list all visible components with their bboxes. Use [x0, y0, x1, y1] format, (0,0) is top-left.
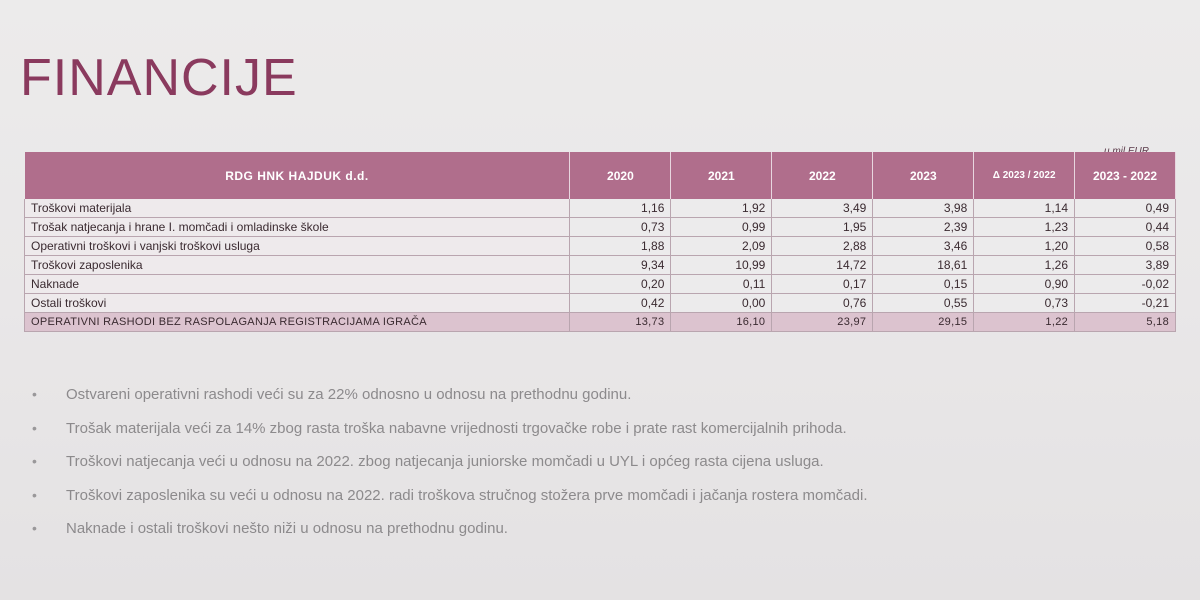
cell-value: 0,99 [671, 218, 772, 237]
cell-value: 0,42 [570, 294, 671, 313]
bullet-icon: • [32, 419, 37, 436]
table-header-row [25, 152, 1176, 199]
cell-value: 0,15 [873, 275, 974, 294]
cell-value: 2,39 [873, 218, 974, 237]
cell-value: 0,76 [772, 294, 873, 313]
cell-value: 0,49 [1075, 199, 1176, 218]
header-2020: 2020 [570, 152, 671, 199]
cell-value: 1,92 [671, 199, 772, 218]
bullet-icon: • [32, 386, 37, 402]
cell-value: 0,55 [873, 294, 974, 313]
total-value: 16,10 [671, 313, 772, 332]
total-value: 23,97 [772, 313, 873, 332]
table-row [25, 275, 1176, 294]
total-value: 13,73 [570, 313, 671, 332]
cell-value: 0,44 [1075, 218, 1176, 237]
bullet-icon: • [32, 520, 37, 536]
header-2021: 2021 [671, 152, 772, 199]
header-2022: 2022 [772, 152, 873, 199]
table-row [25, 199, 1176, 218]
note-text: Troškovi zaposlenika su veći u odnosu na 2022. radi troškova stručnog stožera prve momčadi i jačanja rostera momčadi. [66, 486, 868, 504]
list-item [32, 420, 868, 454]
row-label: Trošak natjecanja i hrane I. momčadi i omladinske škole [25, 218, 570, 237]
slide-title: FINANCIJE [20, 49, 298, 107]
cell-value: 3,49 [772, 199, 873, 218]
cell-value: -0,02 [1075, 275, 1176, 294]
list-item [32, 487, 868, 521]
note-text: Troškovi natjecanja veći u odnosu na 2022. zbog natjecanja juniorske momčadi u UYL i općeg rasta cijena usluga. [66, 453, 824, 470]
cell-value: 3,46 [873, 237, 974, 256]
cell-value: 0,90 [974, 275, 1075, 294]
header-2023: 2023 [873, 152, 974, 199]
total-value: 1,22 [974, 313, 1075, 332]
note-text: Ostvareni operativni rashodi veći su za 22% odnosno u odnosu na prethodnu godinu. [66, 386, 632, 403]
cell-value: 14,72 [772, 256, 873, 275]
cell-value: 0,73 [570, 218, 671, 237]
row-label: Troškovi materijala [25, 199, 570, 218]
row-label: Operativni troškovi i vanjski troškovi usluga [25, 237, 570, 256]
note-text: Naknade i ostali troškovi nešto niži u odnosu na prethodnu godinu. [66, 520, 508, 537]
cell-value: 0,11 [671, 275, 772, 294]
cell-value: 0,58 [1075, 237, 1176, 256]
bullet-icon: • [32, 486, 37, 503]
notes-list [32, 386, 868, 554]
total-value: 5,18 [1075, 313, 1176, 332]
list-item [32, 453, 868, 487]
cell-value: 0,73 [974, 294, 1075, 313]
cell-value: -0,21 [1075, 294, 1176, 313]
cell-value: 2,88 [772, 237, 873, 256]
row-label: Naknade [25, 275, 570, 294]
table-total-row [25, 313, 1176, 332]
table-row [25, 294, 1176, 313]
cell-value: 1,14 [974, 199, 1075, 218]
header-company: RDG HNK HAJDUK d.d. [25, 152, 570, 199]
bullet-icon: • [32, 453, 37, 469]
total-value: 29,15 [873, 313, 974, 332]
cell-value: 1,88 [570, 237, 671, 256]
cell-value: 9,34 [570, 256, 671, 275]
cell-value: 1,20 [974, 237, 1075, 256]
cell-value: 1,23 [974, 218, 1075, 237]
header-difference: 2023 - 2022 [1075, 152, 1176, 199]
cell-value: 3,89 [1075, 256, 1176, 275]
note-text: Trošak materijala veći za 14% zbog rasta troška nabavne vrijednosti trgovačke robe i prate rast komercijalnih prihoda. [66, 419, 847, 437]
table-row [25, 237, 1176, 256]
cell-value: 10,99 [671, 256, 772, 275]
list-item [32, 520, 868, 554]
cell-value: 1,16 [570, 199, 671, 218]
list-item [32, 386, 868, 420]
row-label: Troškovi zaposlenika [25, 256, 570, 275]
cell-value: 0,17 [772, 275, 873, 294]
table-row [25, 256, 1176, 275]
cell-value: 2,09 [671, 237, 772, 256]
header-delta-ratio: Δ 2023 / 2022 [974, 152, 1075, 199]
cell-value: 1,95 [772, 218, 873, 237]
financial-table [24, 152, 1176, 332]
cell-value: 1,26 [974, 256, 1075, 275]
cell-value: 3,98 [873, 199, 974, 218]
cell-value: 18,61 [873, 256, 974, 275]
table-row [25, 218, 1176, 237]
cell-value: 0,00 [671, 294, 772, 313]
total-label: OPERATIVNI RASHODI BEZ RASPOLAGANJA REGISTRACIJAMA IGRAČA [25, 313, 570, 332]
cell-value: 0,20 [570, 275, 671, 294]
row-label: Ostali troškovi [25, 294, 570, 313]
